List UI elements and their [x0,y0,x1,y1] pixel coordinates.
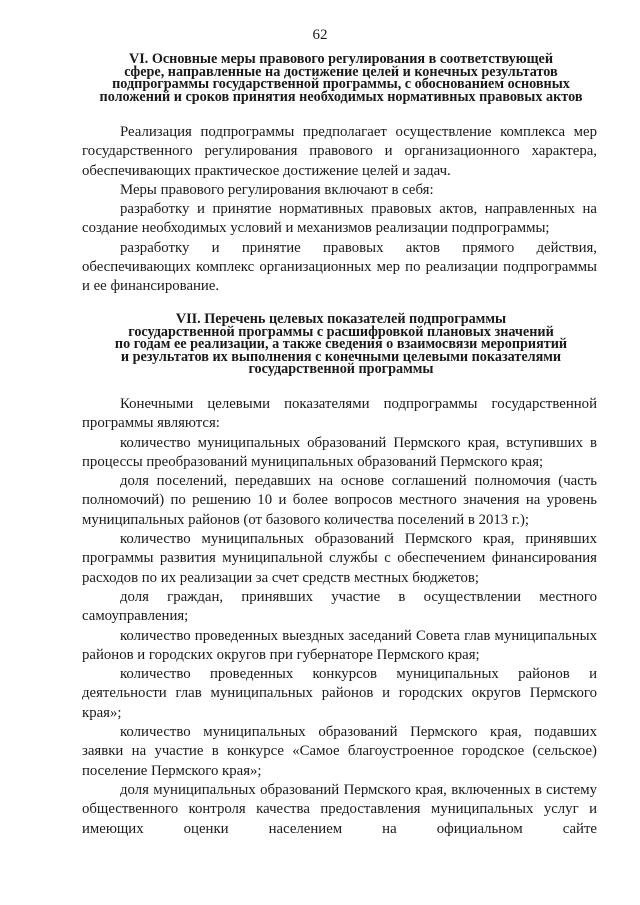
heading-line: VII. Перечень целевых показателей подпрограммы [175,311,507,327]
paragraph: количество муниципальных образований Пермского края, подавших заявки на участие в конкурсе «Самое благоустроенное городское (сельское) поселение Пермского края»; [82,724,597,779]
paragraph: доля поселений, передавших на основе соглашений полномочия (часть полномочий) по решению 10 и более вопросов местного значения на уровень муниципальных районов (от базового количества поселений в 2013 г.); [82,473,597,528]
paragraph: количество муниципальных образований Пермского края, принявших программы развития муниципальной службы с обеспечением финансирования расходов по их реализации за счет средств местных бюджетов; [82,531,597,586]
heading-line: подпрограммы государственной программы, с обоснованием основных [112,76,570,93]
paragraph: количество муниципальных образований Пермского края, вступивших в процессы преобразований муниципальных образований Пермского края; [82,434,597,470]
section-7-body [82,395,597,839]
page-number: 62 [312,27,328,43]
paragraph: Меры правового регулирования включают в себя: [120,181,434,198]
section-6-body [82,123,597,297]
heading-line: государственной программы с расшифровкой плановых значений [128,323,554,340]
heading-line: государственной программы [248,361,434,378]
paragraph: разработку и принятие нормативных правовых актов, направленных на создание необходимых условий и механизмов реализации подпрограммы; [82,201,597,237]
heading-line: и результатов их выполнения с конечными целевыми показателями [120,348,562,365]
section-7-heading [80,313,602,376]
paragraph: доля муниципальных образований Пермского края, включенных в систему общественного контроля качества предоставления муниципальных услуг и имеющих оценки населением на официальном сайте [82,781,597,837]
heading-line: VI. Основные меры правового регулирования в соответствующей [128,51,554,67]
section-6-heading [80,53,602,103]
paragraph: Конечными целевыми показателями подпрограммы государственной программы являются: [82,396,597,432]
paragraph: разработку и принятие правовых актов прямого действия, обеспечивающих комплекс организационных мер по реализации подпрограммы и ее финансирование. [82,239,597,295]
heading-line: по годам ее реализации, а также сведения о взаимосвязи мероприятий [114,336,568,353]
paragraph: количество проведенных конкурсов муниципальных районов и деятельности глав муниципальных районов и городских округов Пермского края»; [82,666,597,721]
paragraph: доля граждан, принявших участие в осуществлении местного самоуправления; [82,588,597,625]
heading-line: сфере, направленные на достижение целей и конечных результатов [124,63,558,80]
heading-line: положений и сроков принятия необходимых нормативных правовых актов [99,88,583,105]
paragraph: Реализация подпрограммы предполагает осуществление комплекса мер государственного регулирования правового и организационного характера, обеспечивающих практическое достижение целей и задач. [82,124,597,179]
paragraph: количество проведенных выездных заседаний Совета глав муниципальных районов и городских округов при губернаторе Пермского края; [82,627,597,663]
